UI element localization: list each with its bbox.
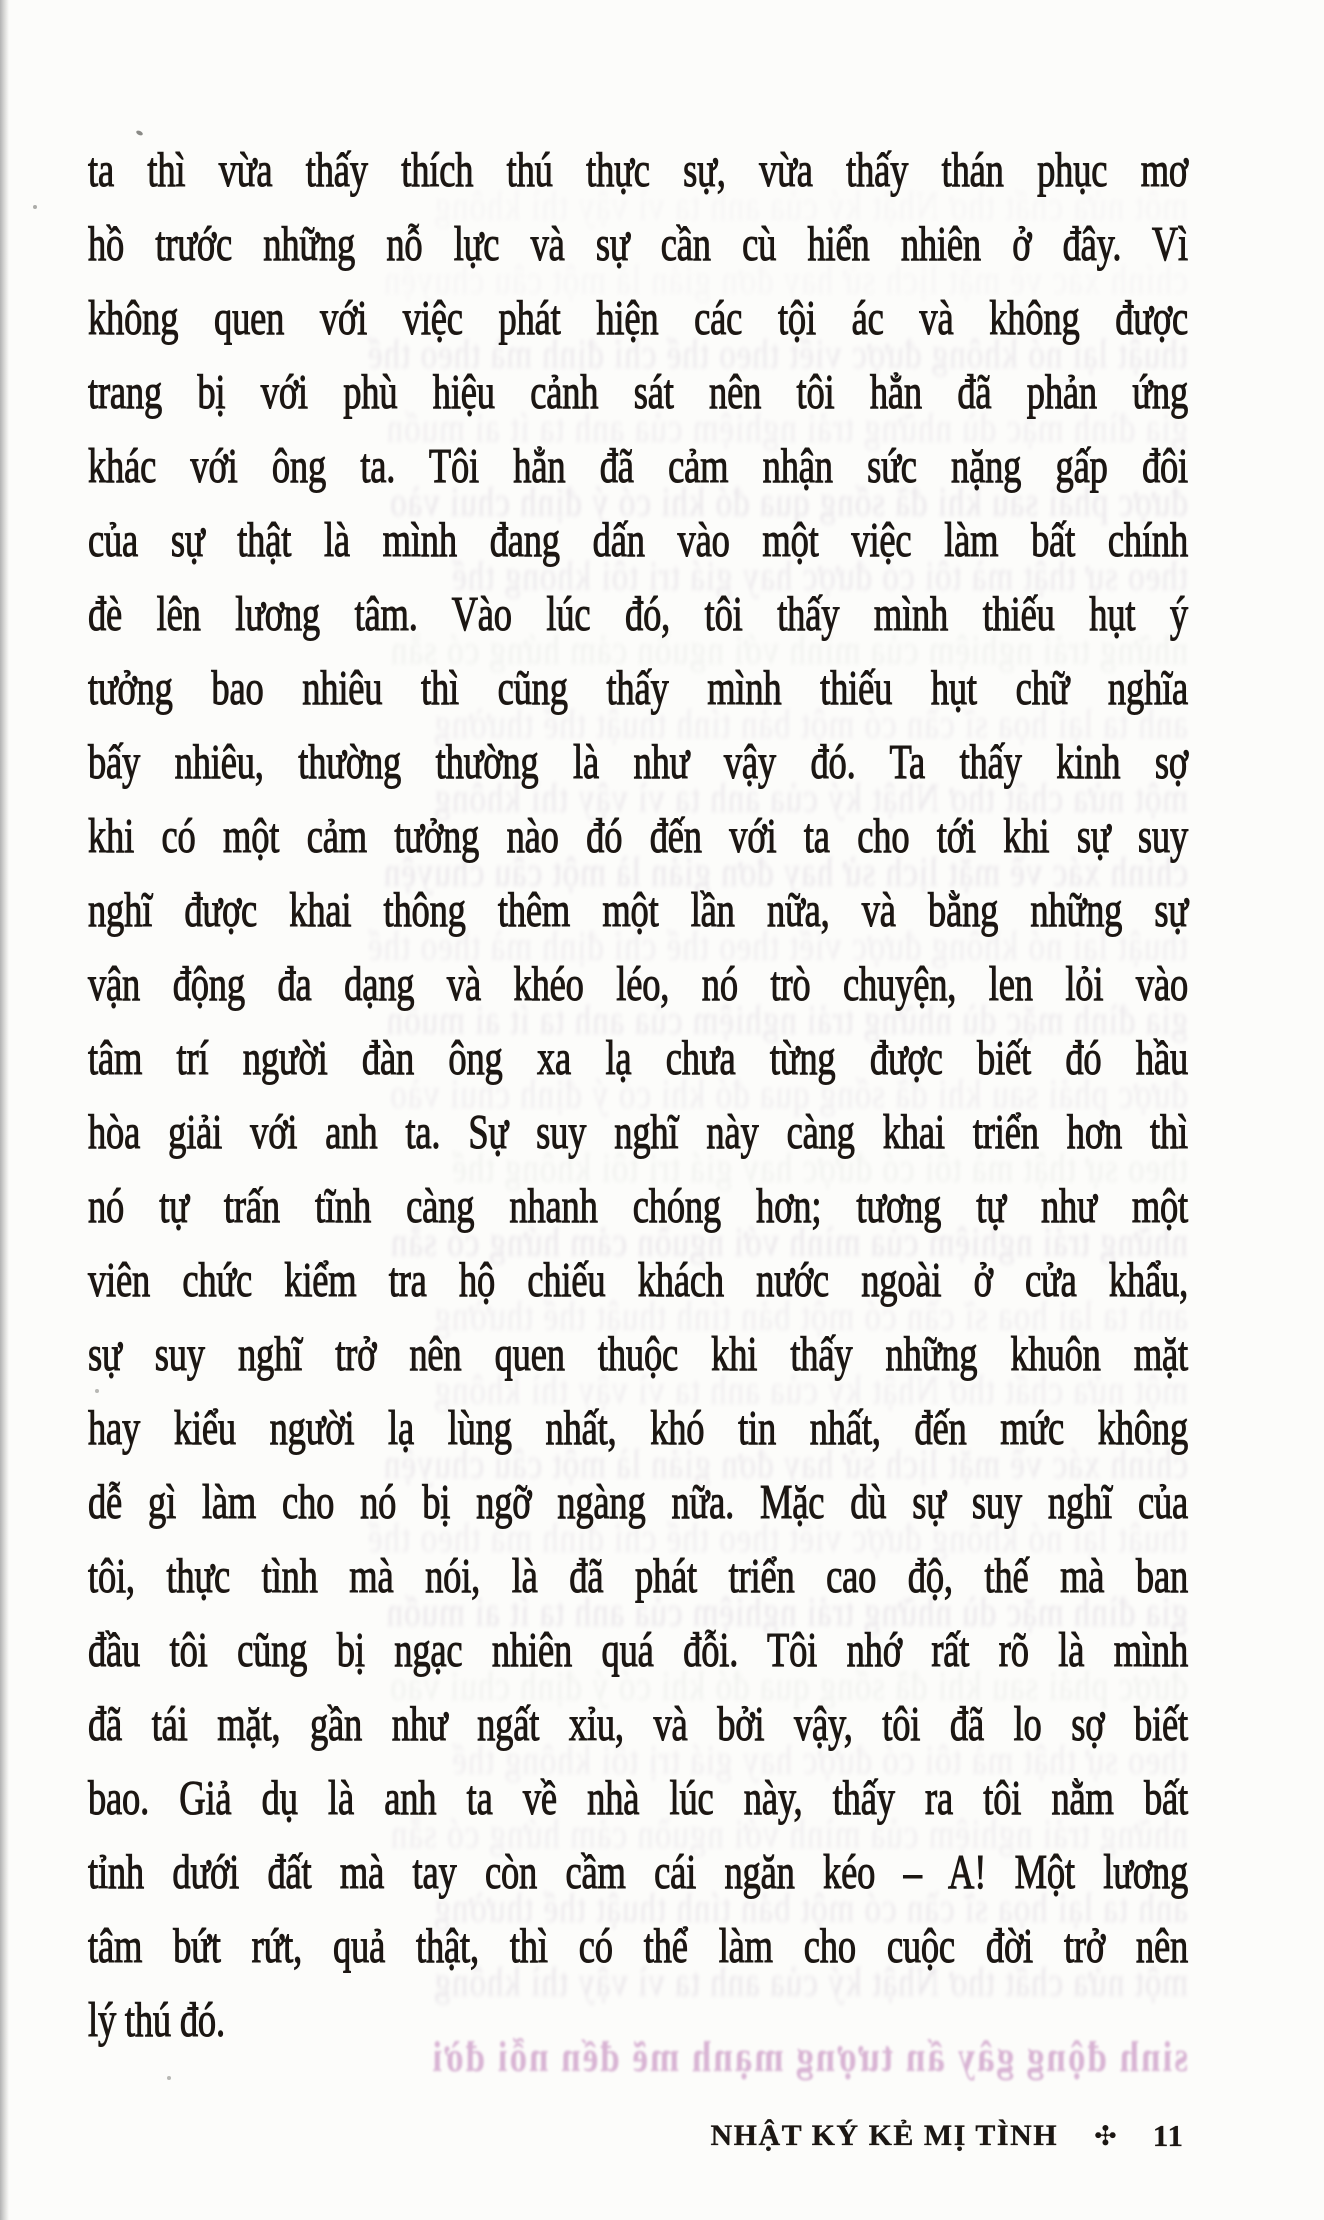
page-number: 11 [1152,2118,1184,2153]
bleed-through-line: theo sự thật mà tôi có được hay giá trị tôi không thể [451,1146,1188,1192]
bleed-through-line: theo sự thật mà tôi có được hay giá trị tôi không thể [451,554,1188,600]
text-line: tôi, thực tình mà nói, là đã phát triển cao độ, thế mà ban [88,1548,1188,1603]
text-line: đầu tôi cũng bị ngạc nhiên quá đỗi. Tôi nhớ rất rõ là mình [88,1622,1188,1677]
bleed-through-line: gia đình mặc dù những trải nghiệm của anh ta ít ai muốn [385,998,1188,1044]
text-line: tưởng bao nhiêu thì cũng thấy mình thiếu hụt chữ nghĩa [88,660,1188,715]
bleed-through-line: được phải sau khi đã sống qua đó khi có ý định chui vào [389,1664,1188,1710]
text-line: sự suy nghĩ trở nên quen thuộc khi thấy những khuôn mặt [88,1326,1188,1381]
bleed-through-line: theo sự thật mà tôi có được hay giá trị tôi không thể [451,1738,1188,1784]
bleed-through-line: chính xác về mặt lịch sử hay đơn giản là một câu chuyện [382,258,1188,304]
text-line: hay kiểu người lạ lùng nhất, khó tin nhất, đến mức không [88,1400,1188,1455]
text-line: hòa giải với anh ta. Sự suy nghĩ này càng khai triển hơn thì [88,1104,1188,1159]
bleed-through-line: những trải nghiệm của mình với nguồn cảm hứng có sẵn [389,1220,1188,1266]
bleed-through-line: một nửa chất thơ Nhật ký của anh ta vì vậy thì không [433,1960,1188,2006]
text-line: đè lên lương tâm. Vào lúc đó, tôi thấy mình thiếu hụt ý [88,586,1188,641]
bleed-through-line: những trải nghiệm của mình với nguồn cảm hứng có sẵn [389,628,1188,674]
text-line: ta thì vừa thấy thích thú thực sự, vừa thấy thán phục mơ [88,142,1188,197]
text-line: vận động đa dạng và khéo léo, nó trò chuyện, len lỏi vào [88,956,1188,1011]
text-line: không quen với việc phát hiện các tội ác và không được [88,290,1188,345]
text-line: khi có một cảm tưởng nào đó đến với ta cho tới khi sự suy [88,808,1188,863]
bleed-through-line: một nửa chất thơ Nhật ký của anh ta vì vậy thì không [433,776,1188,822]
text-line: khác với ông ta. Tôi hẳn đã cảm nhận sức nặng gấp đôi [88,438,1188,493]
text-line: bao. Giả dụ là anh ta về nhà lúc này, thấy ra tôi nằm bất [88,1770,1188,1825]
bleed-through-line: thuật lại nó không được viết theo thể chỉ định mà theo thể [367,1516,1188,1562]
text-line: tâm bứt rứt, quả thật, thì có thể làm cho cuộc đời trở nên [88,1918,1188,1973]
text-line: nó tự trấn tĩnh càng nhanh chóng hơn; tương tự như một [88,1178,1188,1233]
bleed-through-line: anh ta lại họa sĩ cần có một bản tính thuật thể thường [433,1886,1188,1932]
text-line: đã tái mặt, gần như ngất xỉu, và bởi vậy, tôi đã lo sợ biết [88,1696,1188,1751]
scan-edge-left [0,0,9,2220]
bleed-through-line: được phải sau khi đã sống qua đó khi có ý định chui vào [389,480,1188,526]
text-line: dễ gì làm cho nó bị ngỡ ngàng nữa. Mặc dù sự suy nghĩ của [88,1474,1188,1529]
page-footer [710,2118,1184,2154]
running-title: NHẬT KÝ KẺ MỊ TÌNH [710,2119,1059,2152]
body-text [88,133,1188,2057]
dust-speck [95,1389,99,1393]
bleed-through-line: được phải sau khi đã sống qua đó khi có ý định chui vào [389,1072,1188,1118]
text-line: hồ trước những nỗ lực và sự cần cù hiển nhiên ở đây. Vì [88,216,1188,271]
text-line: của sự thật là mình đang dấn vào một việc làm bất chính [88,512,1188,567]
bleed-through-line: anh ta lại họa sĩ cần có một bản tính thuật thể thường [433,1294,1188,1340]
text-line: tỉnh dưới đất mà tay còn cầm cái ngăn kéo – A! Một lương [88,1844,1188,1899]
text-line: lý thú đó. [88,1992,225,2047]
dust-speck [167,2076,171,2080]
bleed-through-line: thuật lại nó không được viết theo thể chỉ định mà theo thể [367,332,1188,378]
bleed-through-line: chính xác về mặt lịch sử hay đơn giản là một câu chuyện [382,1442,1188,1488]
bleed-through-line: chính xác về mặt lịch sử hay đơn giản là một câu chuyện [382,850,1188,896]
bleed-through-line: gia đình mặc dù những trải nghiệm của anh ta ít ai muốn [385,1590,1188,1636]
bleed-through-line: anh ta lại họa sĩ cần có một bản tính thuật thể thường [433,702,1188,748]
dust-speck [33,205,37,209]
ornament-icon: ✣ [1094,2121,1117,2151]
bleed-through-line: một nửa chất thơ Nhật ký của anh ta vì vậy thì không [433,184,1188,230]
bleed-through-line: một nửa chất thơ Nhật ký của anh ta vì vậy thì không [433,1368,1188,1414]
bleed-through-line: những trải nghiệm của mình với nguồn cảm hứng có sẵn [389,1812,1188,1858]
text-line: nghĩ được khai thông thêm một lần nữa, và bằng những sự [88,882,1188,937]
bleed-through-line: gia đình mặc dù những trải nghiệm của anh ta ít ai muốn [385,406,1188,452]
bleed-through-line: thuật lại nó không được viết theo thể chỉ định mà theo thể [367,924,1188,970]
bleed-through-line: sinh động gây ấn tượng mạnh mẽ đến nỗi đời [430,2032,1188,2081]
text-line: tâm trí người đàn ông xa lạ chưa từng được biết đó hầu [88,1030,1188,1085]
text-line: bấy nhiêu, thường thường là như vậy đó. Ta thấy kinh sợ [88,734,1188,789]
text-line: viên chức kiểm tra hộ chiếu khách nước ngoài ở cửa khẩu, [88,1252,1188,1307]
text-line: trang bị với phù hiệu cảnh sát nên tôi hẳn đã phản ứng [88,364,1188,419]
